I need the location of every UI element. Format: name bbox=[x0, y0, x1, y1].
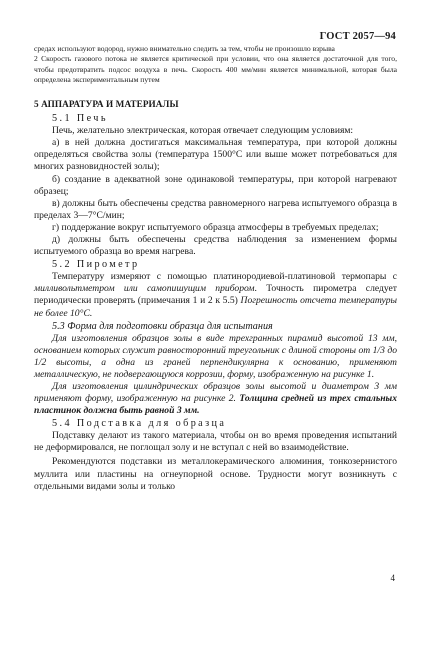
subsection-5-3-paragraph-2 bbox=[34, 381, 397, 417]
note-continuation: средах используют водород, нужно внимательно следить за тем, чтобы не произошло взрыва bbox=[34, 44, 335, 53]
subsection-5-2-title: 5.2 Пирометр bbox=[52, 259, 140, 271]
item-v: в) должны быть обеспечены средства равномерного нагрева испытуемого образца в пределах 3—7°С/мин; bbox=[34, 197, 397, 221]
cylinder-mold-text: Для изготовления цилиндрических образцов золы высотой и диаметром 3 мм применяют форму, изображенную на рисунке 2. bbox=[34, 380, 397, 405]
section-5-title: 5 АППАРАТУРА И МАТЕРИАЛЫ bbox=[34, 99, 179, 110]
subsection-5-3-title: 5.3 Форма для подготовки образца для испытания bbox=[52, 320, 273, 332]
page-content bbox=[34, 44, 397, 493]
pyrometer-accuracy: Погрешность отсчета температуры не более 10°С. bbox=[34, 295, 397, 319]
subsection-5-4-title: 5.4 Подставка для образца bbox=[52, 418, 227, 430]
pyrometer-text-1: Температуру измеряют с помощью платинородиевой-платиновой термопары с bbox=[52, 271, 397, 283]
subsection-5-4-paragraph-2: Рекомендуются подставки из металлокерамического алюминия, тонкозернистого муллита или пластины на огнеупорной основе. Трудности могут возникнуть с отдельными видами золы и только bbox=[34, 456, 397, 492]
page-number: 4 bbox=[390, 573, 395, 583]
subsection-5-4-paragraph-1: Подставку делают из такого материала, чтобы он во время проведения испытаний не деформировался, не поглощал золу и не вступал с ней во взаимодействие. bbox=[34, 430, 397, 454]
note-2: 2 Скорость газового потока не является критической при условии, что она является достаточной для того, чтобы предотвратить подсос воздуха в печь. Скорость 400 мм/мин является минимальной, которая была определена экспериментальным путем bbox=[34, 54, 397, 84]
pyrometer-text-2: . Точность пирометра следует периодически проверять (примечания 1 и 2 к 5.5) bbox=[34, 283, 397, 307]
subsection-5-1-title: 5.1 Печь bbox=[52, 113, 108, 125]
item-b: б) создание в адекватной зоне одинаковой температуры, при которой нагревают образец; bbox=[34, 173, 397, 197]
pyrometer-text-italic: милливольтметром или самопишущим прибором bbox=[34, 283, 255, 295]
standard-header: ГОСТ 2057—94 bbox=[319, 31, 396, 42]
item-a: а) в ней должна достигаться максимальная температура, при которой должны определяться свойства золы (температура 1500°С или выше может потребоваться для многих разновидностей золы); bbox=[34, 137, 397, 173]
subsection-5-1-intro: Печь, желательно электрическая, которая отвечает следующим условиям: bbox=[52, 125, 354, 137]
item-g: г) поддержание вокруг испытуемого образца атмосферы в требуемых пределах; bbox=[52, 221, 379, 233]
subsection-5-3-paragraph-1: Для изготовления образцов золы в виде трехгранных пирамид высотой 13 мм, основанием которых служит равносторонний треугольник с длиной стороны от 1/3 до 1/2 высоты, а одна из граней перпендикулярна к основанию, применяют металлическую, не подвергающуюся коррозии, форму, изображенную на рисунке 1. bbox=[34, 332, 397, 380]
item-d: д) должны быть обеспечены средства наблюдения за изменением формы испытуемого образца во время нагрева. bbox=[34, 234, 397, 258]
subsection-5-2-paragraph bbox=[34, 271, 397, 319]
plate-thickness-text: Толщина средней из трех стальных пластинок должна быть равной 3 мм. bbox=[34, 393, 397, 417]
